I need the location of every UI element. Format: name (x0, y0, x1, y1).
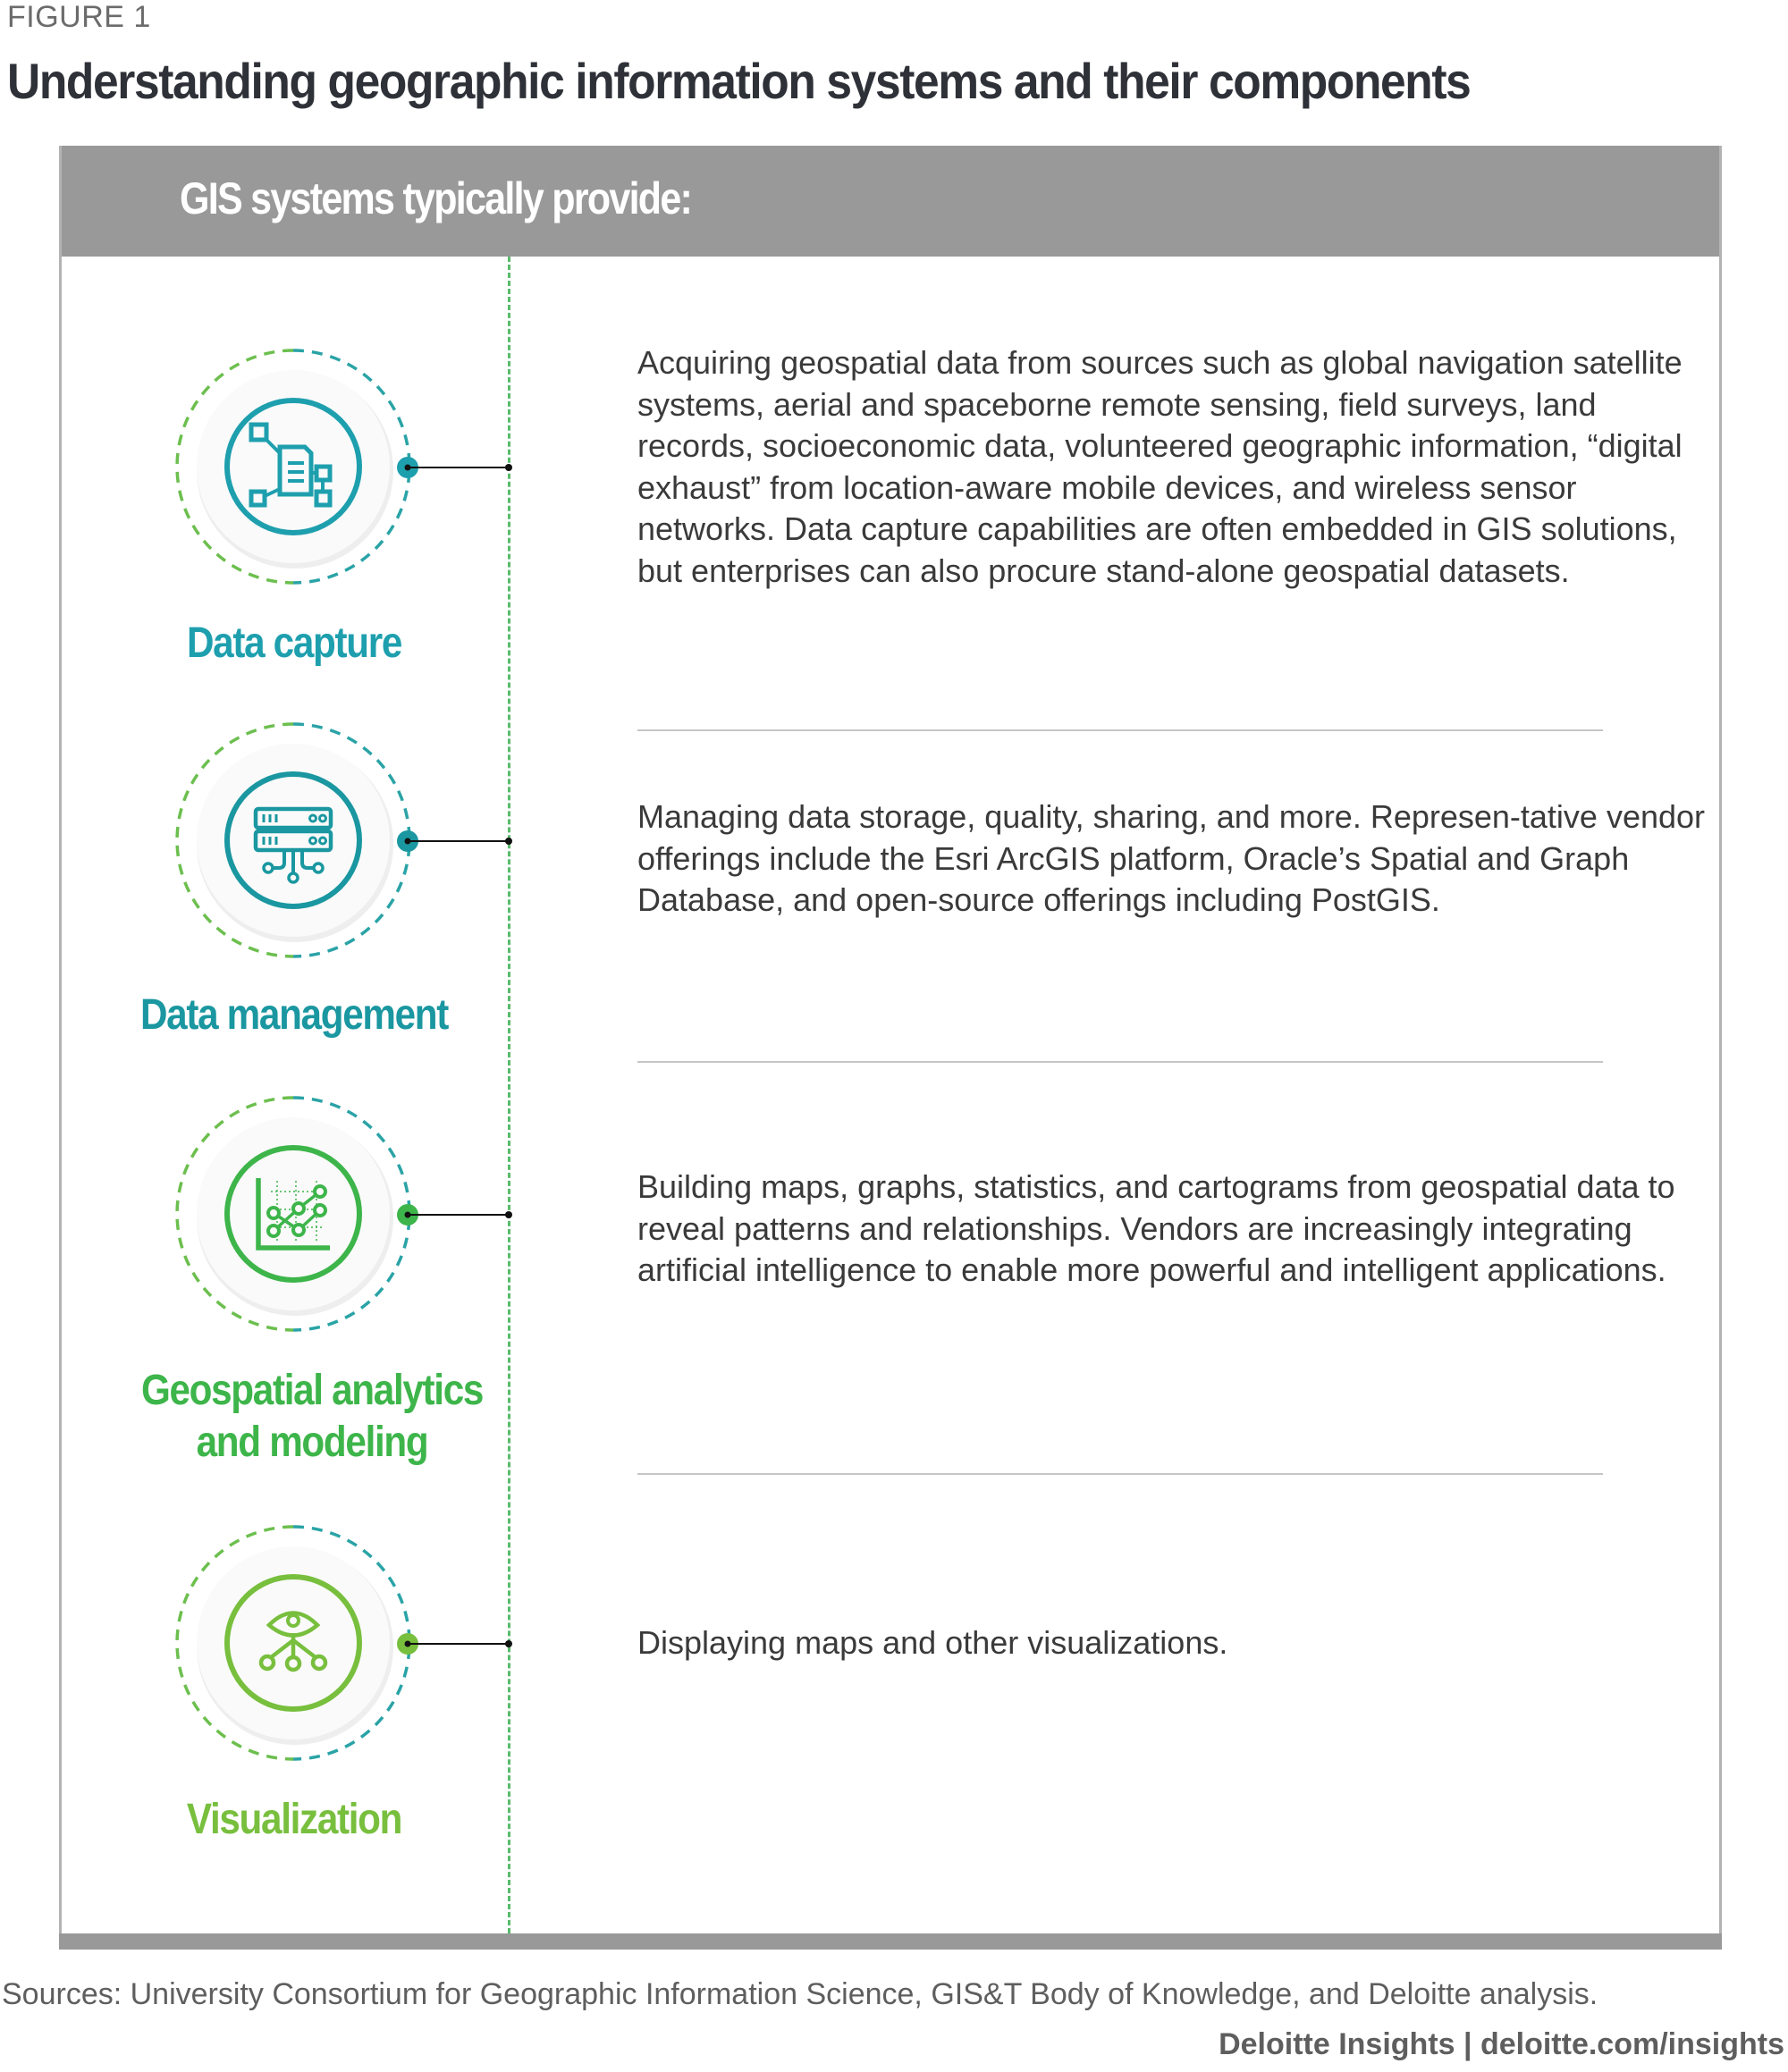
visualization-connector (396, 1632, 521, 1655)
panel-header-title: GIS systems typically provide: (180, 173, 692, 223)
data-management-description: Managing data storage, quality, sharing, and more. Represen-tative vendor offerings include the Esri ArcGIS platform, Oracle’s Spatial and Graph Database, and open-source offerings including PostGIS. (637, 798, 1706, 918)
figure-title: Understanding geographic information systems and their components (7, 53, 1471, 109)
data-capture-label (137, 618, 451, 670)
data-capture-description: Acquiring geospatial data from sources such as global navigation satellite systems, aerial and spaceborne remote sensing, field surveys, land records, socioeconomic data, volunteered geographic information, “digital exhaust” from location-aware mobile devices, and wireless sensor networks. Data capture capabilities are often embedded in GIS solutions, but enterprises can also procure stand-alone geospatial datasets. (637, 344, 1683, 589)
data-management-badge (173, 720, 414, 961)
separator (637, 1473, 1603, 1475)
panel-footer-bar (59, 1933, 1722, 1950)
geospatial-analytics-badge (173, 1093, 414, 1335)
data-capture-badge (173, 346, 414, 587)
label-line: Visualization (186, 1796, 402, 1843)
label-line: and modeling (196, 1418, 428, 1466)
label-line: Data management (139, 991, 449, 1039)
credit-line: Deloitte Insights | deloitte.com/insights (1219, 2027, 1784, 2061)
sources-note: Sources: University Consortium for Geographic Information Science, GIS&T Body of Knowledge, and Deloitte analysis. (2, 1977, 1598, 2011)
data-management-connector (396, 830, 521, 853)
timeline-divider (508, 257, 510, 1933)
visualization-description: Displaying maps and other visualizations. (637, 1624, 1228, 1661)
label-line: Data capture (186, 619, 402, 667)
separator (637, 1061, 1603, 1063)
geospatial-analytics-label (139, 1365, 485, 1468)
visualization-label (137, 1794, 451, 1846)
data-capture-connector (396, 456, 521, 479)
label-line: Geospatial analytics (140, 1367, 484, 1414)
geospatial-analytics-description: Building maps, graphs, statistics, and cartograms from geospatial data to reveal patterns and relationships. Vendors are increasingly integrating artificial intelligence to enable more powerful and intelligent applications. (637, 1168, 1675, 1288)
geospatial-analytics-connector (396, 1203, 521, 1226)
separator (637, 729, 1603, 731)
visualization-badge (173, 1522, 414, 1764)
data-management-label (114, 990, 476, 1041)
gis-panel (59, 146, 1722, 1950)
figure-label: FIGURE 1 (7, 0, 151, 34)
panel-header (62, 146, 1719, 257)
